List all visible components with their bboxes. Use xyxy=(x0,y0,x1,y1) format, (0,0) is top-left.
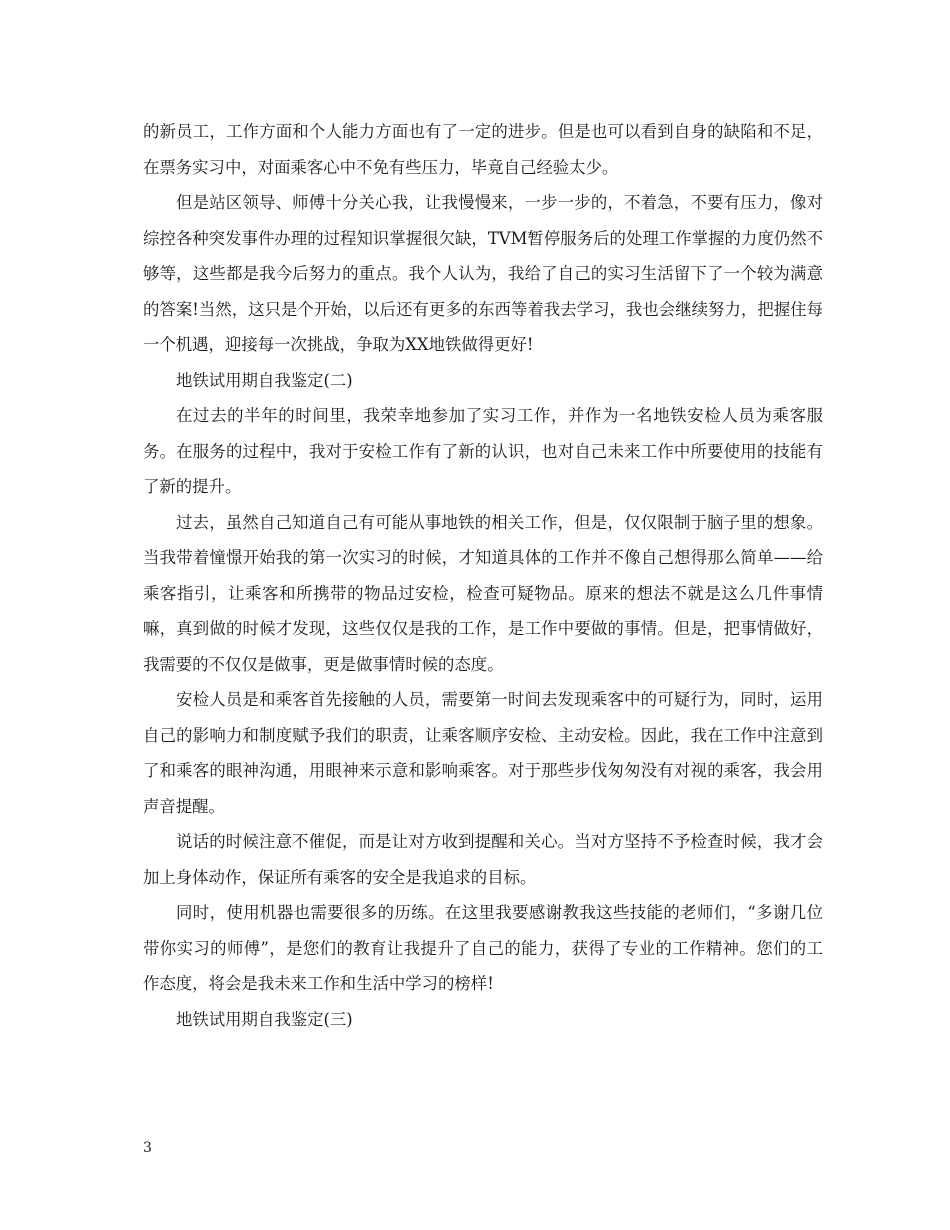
paragraph-machines: 同时，使用机器也需要很多的历练。在这里我要感谢教我这些技能的老师们，“多谢几位带你实习的师傅”，是您们的教育让我提升了自己的能力，获得了专业的工作精神。您们的工作态度，将会是我未来工作和生活中学习的榜样! xyxy=(143,903,823,993)
section-heading-2: 地铁试用期自我鉴定(二) xyxy=(176,370,353,390)
paragraph-speaking: 说话的时候注意不催促，而是让对方收到提醒和关心。当对方坚持不予检查时候，我才会加上身体动作，保证所有乘客的安全是我追求的目标。 xyxy=(143,832,823,887)
section-heading-3: 地铁试用期自我鉴定(三) xyxy=(176,1009,353,1029)
paragraph-past-half-year: 在过去的半年的时间里，我荣幸地参加了实习工作，并作为一名地铁安检人员为乘客服务。在服务的过程中，我对于安检工作有了新的认识，也对自己未来工作中所要使用的技能有了新的提升。 xyxy=(143,406,823,496)
paragraph-security-staff: 安检人员是和乘客首先接触的人员，需要第一时间去发现乘客中的可疑行为，同时，运用自己的影响力和制度赋予我们的职责，让乘客顺序安检、主动安检。因此，我在工作中注意到了和乘客的眼神沟通，用眼神来示意和影响乘客。对于那些步伐匆匆没有对视的乘客，我会用声音提醒。 xyxy=(143,690,823,816)
paragraph-continuation: 的新员工，工作方面和个人能力方面也有了一定的进步。但是也可以看到自身的缺陷和不足，在票务实习中，对面乘客心中不免有些压力，毕竟自己经验太少。 xyxy=(143,122,823,177)
paragraph-past-imagination: 过去，虽然自己知道自己有可能从事地铁的相关工作，但是，仅仅限制于脑子里的想象。当我带着憧憬开始我的第一次实习的时候，才知道具体的工作并不像自己想得那么简单——给乘客指引，让乘客和所携带的物品过安检，检查可疑物品。原来的想法不就是这么几件事情嘛，真到做的时候才发现，这些仅仅是我的工作，是工作中要做的事情。但是，把事情做好，我需要的不仅仅是做事，更是做事情时候的态度。 xyxy=(143,512,823,674)
body-text xyxy=(143,114,823,1037)
page-number: 3 xyxy=(143,1140,152,1156)
paragraph-station-leaders: 但是站区领导、师傅十分关心我，让我慢慢来，一步一步的，不着急，不要有压力，像对综控各种突发事件办理的过程知识掌握很欠缺，TVM暂停服务后的处理工作掌握的力度仍然不够等，这些都是我今后努力的重点。我个人认为，我给了自己的实习生活留下了一个较为满意的答案!当然，这只是个开始，以后还有更多的东西等着我去学习，我也会继续努力，把握住每一个机遇，迎接每一次挑战，争取为XX地铁做得更好! xyxy=(143,193,823,354)
